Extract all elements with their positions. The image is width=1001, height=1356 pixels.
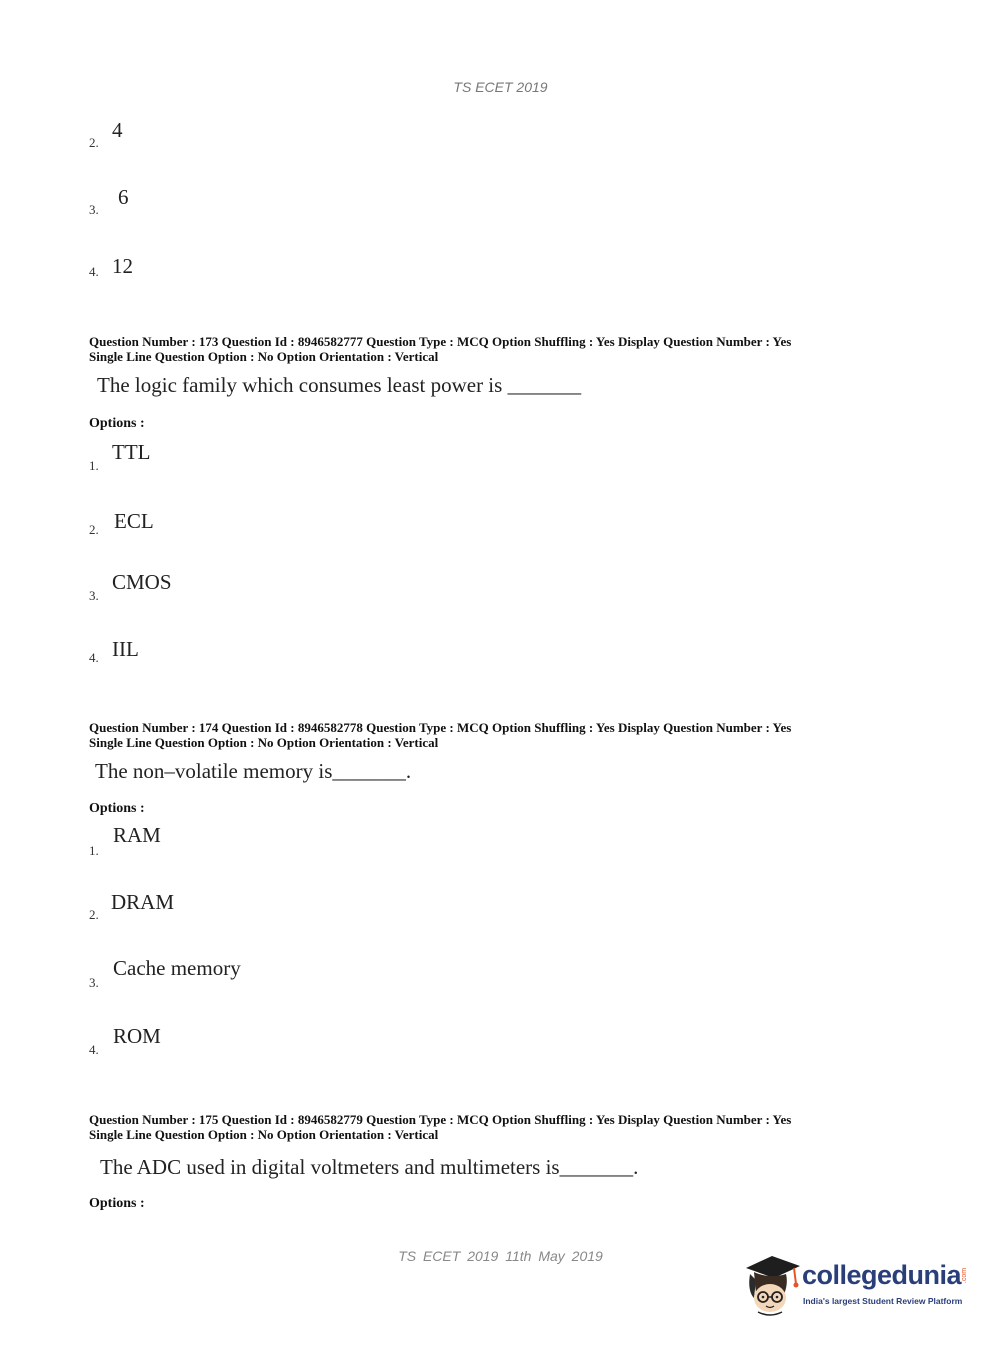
question-meta bbox=[89, 720, 919, 750]
question-text: The ADC used in digital voltmeters and multimeters is_______. bbox=[100, 1155, 639, 1179]
option-number: 4. bbox=[89, 264, 99, 279]
question-meta-line1: Question Number : 175 Question Id : 8946582779 Question Type : MCQ Option Shuffling : Yes Display Question Number : Yes bbox=[89, 1112, 792, 1127]
option-number: 4. bbox=[89, 650, 99, 665]
option-text: RAM bbox=[113, 823, 161, 847]
option-text: TTL bbox=[112, 440, 151, 464]
option-number: 2. bbox=[89, 522, 99, 537]
question-text: The logic family which consumes least power is _______ bbox=[97, 373, 582, 397]
logo-tagline: India's largest Student Review Platform bbox=[803, 1296, 963, 1306]
option-number: 2. bbox=[89, 907, 99, 922]
option-number: 3. bbox=[89, 202, 99, 217]
option-text: 12 bbox=[112, 254, 133, 278]
options-label: Options : bbox=[89, 1196, 145, 1211]
option-text: DRAM bbox=[111, 890, 175, 914]
option-number: 3. bbox=[89, 975, 99, 990]
option-text: ECL bbox=[114, 509, 154, 533]
logo-brand-text: collegedunia bbox=[802, 1260, 962, 1290]
option-text: 6 bbox=[118, 185, 129, 209]
question-meta bbox=[89, 1112, 919, 1142]
option-text: CMOS bbox=[112, 570, 172, 594]
option-number: 1. bbox=[89, 458, 99, 473]
question-meta-line2: Single Line Question Option : No Option Orientation : Vertical bbox=[89, 349, 439, 364]
page-footer: TS ECET 2019 11th May 2019 bbox=[398, 1248, 603, 1264]
question-meta-line1: Question Number : 173 Question Id : 8946582777 Question Type : MCQ Option Shuffling : Yes Display Question Number : Yes bbox=[89, 334, 792, 349]
options-label: Options : bbox=[89, 416, 145, 431]
page-header: TS ECET 2019 bbox=[453, 79, 548, 95]
option-number: 1. bbox=[89, 843, 99, 858]
option-number: 4. bbox=[89, 1042, 99, 1057]
option-text: IIL bbox=[112, 637, 139, 661]
options-label: Options : bbox=[89, 801, 145, 816]
question-meta-line1: Question Number : 174 Question Id : 8946582778 Question Type : MCQ Option Shuffling : Yes Display Question Number : Yes bbox=[89, 720, 792, 735]
logo-suffix: .com bbox=[961, 1267, 969, 1284]
question-text: The non–volatile memory is_______. bbox=[95, 759, 412, 783]
option-text: Cache memory bbox=[113, 956, 241, 980]
question-meta-line2: Single Line Question Option : No Option Orientation : Vertical bbox=[89, 735, 439, 750]
option-number: 2. bbox=[89, 135, 99, 150]
option-number: 3. bbox=[89, 588, 99, 603]
option-text: 4 bbox=[112, 118, 123, 142]
mascot-icon bbox=[742, 1250, 804, 1320]
question-meta bbox=[89, 334, 919, 364]
question-meta-line2: Single Line Question Option : No Option Orientation : Vertical bbox=[89, 1127, 439, 1142]
collegedunia-logo bbox=[742, 1250, 972, 1320]
option-text: ROM bbox=[113, 1024, 161, 1048]
